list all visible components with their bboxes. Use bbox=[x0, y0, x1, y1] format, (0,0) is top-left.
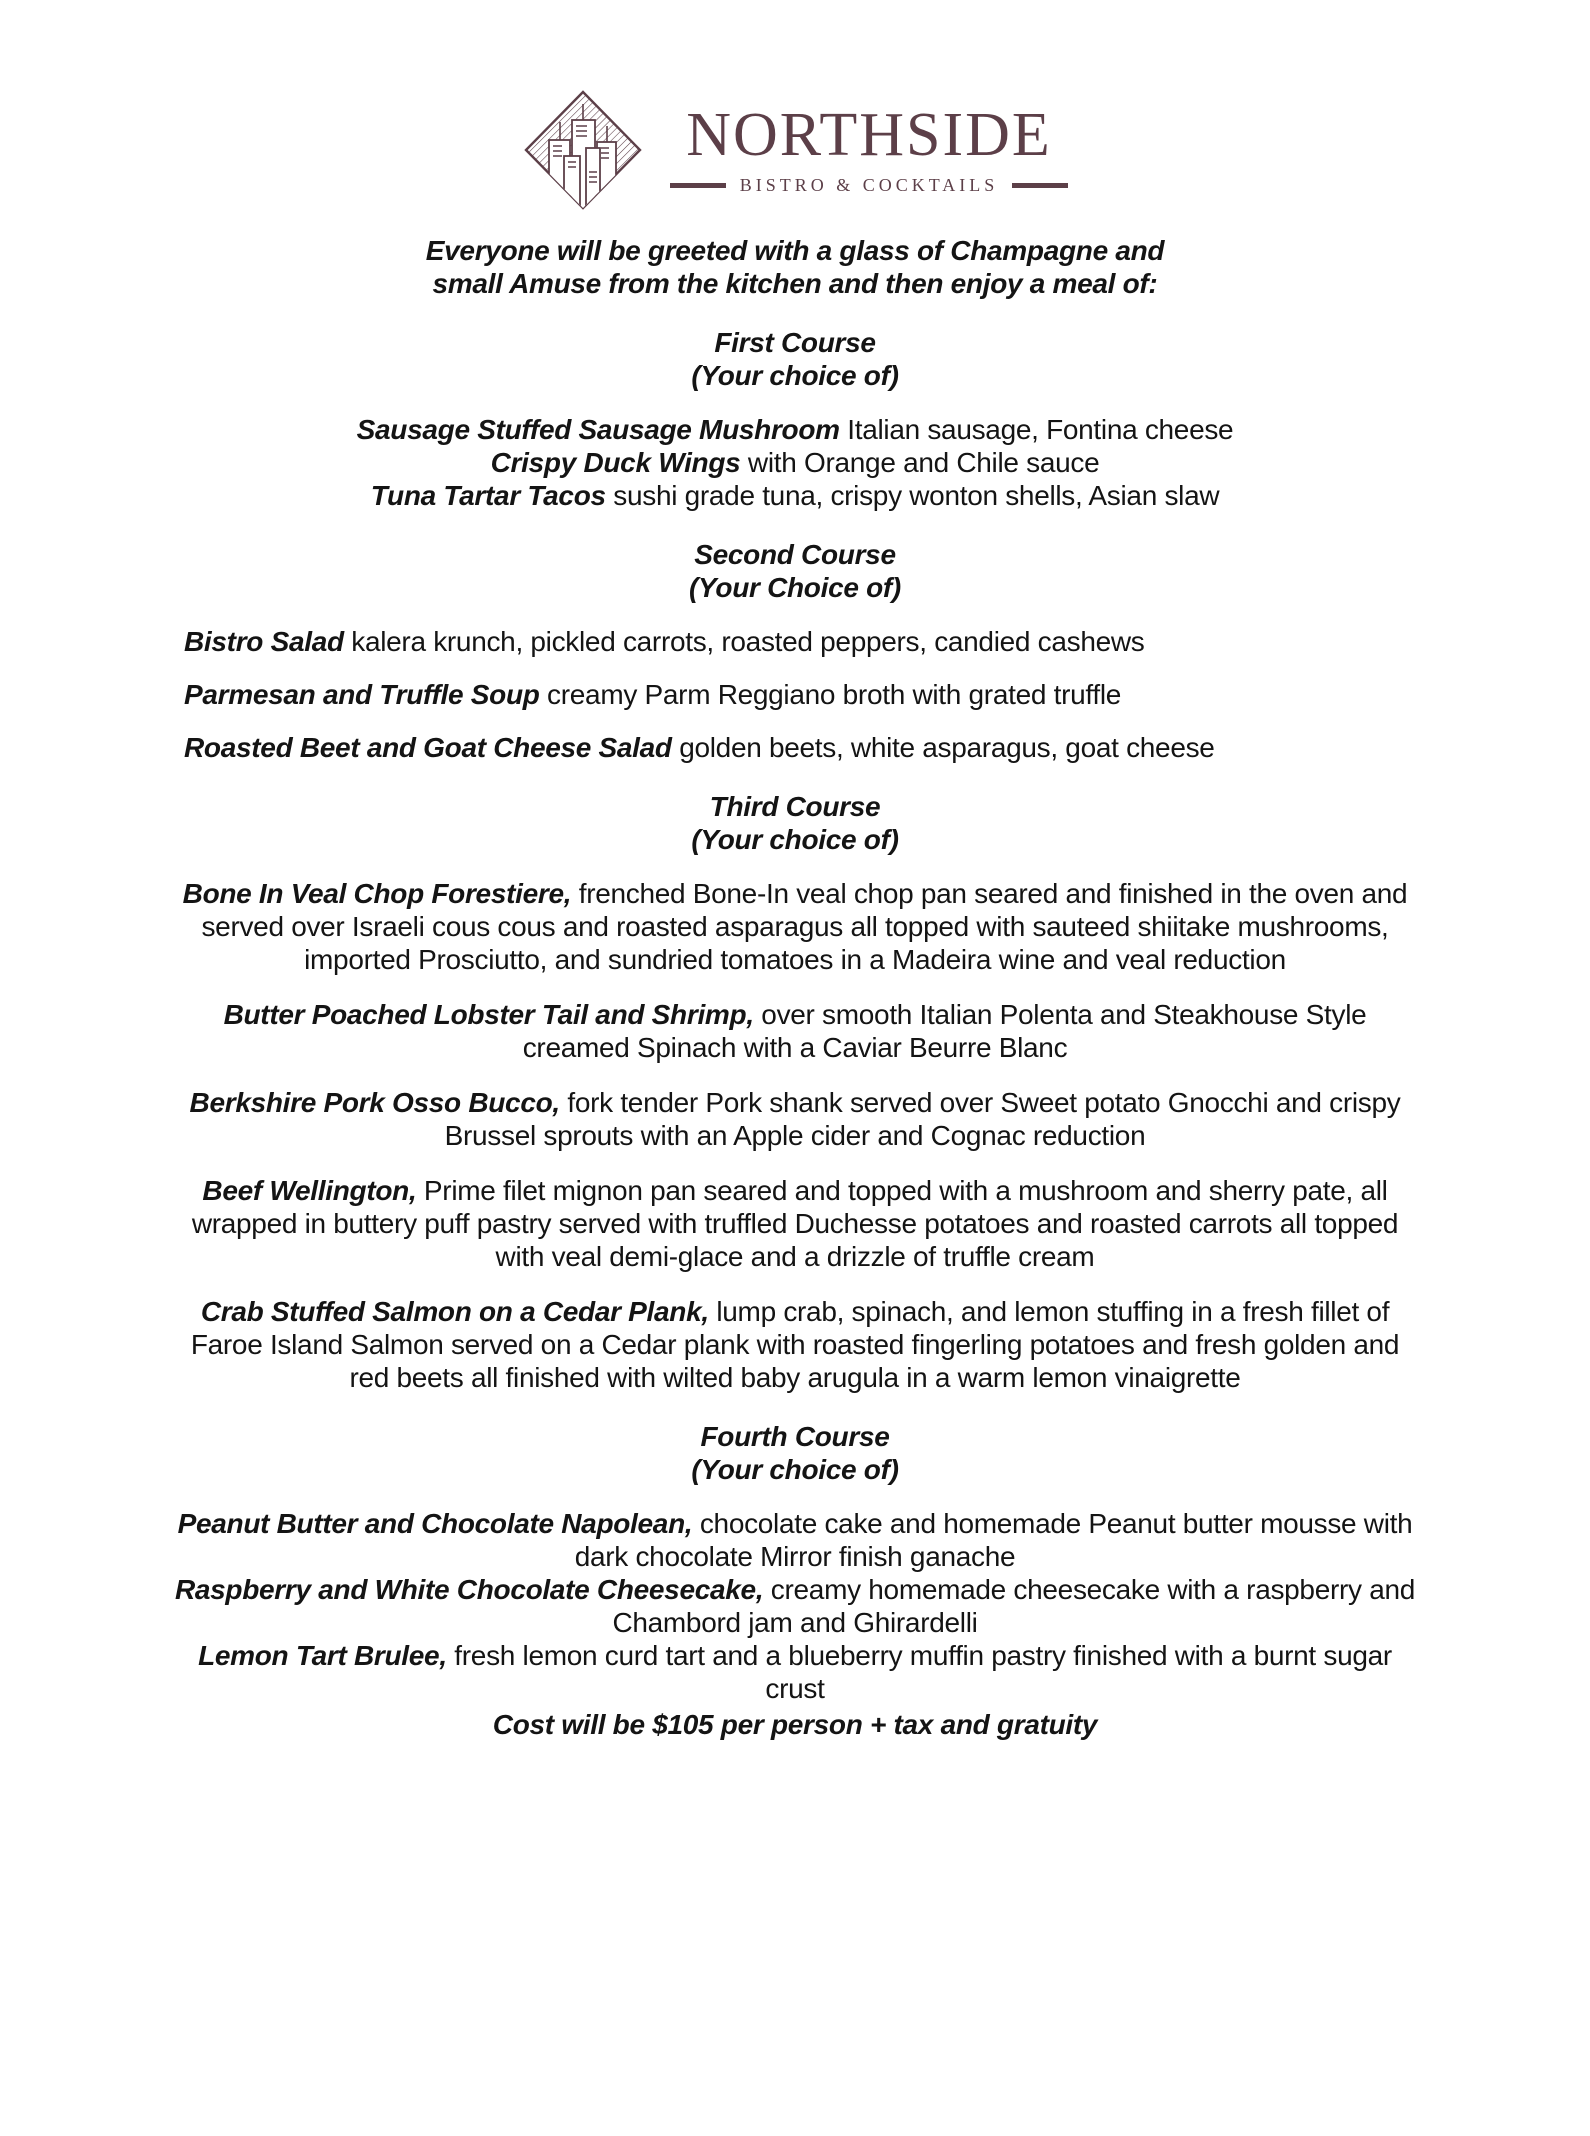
menu-item-description: chocolate cake and homemade Peanut butter mousse with dark chocolate Mirror finish ganache bbox=[574, 1508, 1413, 1572]
menu-item-name: Lemon Tart Brulee, bbox=[198, 1640, 447, 1671]
course-subtitle: (Your choice of) bbox=[691, 1454, 899, 1485]
menu-item-name: Crab Stuffed Salmon on a Cedar Plank, bbox=[200, 1296, 709, 1327]
menu-item bbox=[170, 1086, 1420, 1152]
city-skyline-logo-icon bbox=[522, 88, 644, 212]
menu-item-name: Roasted Beet and Goat Cheese Salad bbox=[184, 732, 672, 763]
menu-item bbox=[170, 413, 1420, 446]
tagline-left-rule bbox=[670, 183, 726, 188]
menu-item bbox=[170, 877, 1420, 976]
course-heading-fourth bbox=[170, 1420, 1420, 1486]
course-subtitle: (Your Choice of) bbox=[689, 572, 901, 603]
menu-item-name: Bone In Veal Chop Forestiere, bbox=[182, 878, 572, 909]
menu-item bbox=[170, 731, 1420, 764]
course-section-first bbox=[170, 326, 1420, 512]
menu-item-name: Raspberry and White Chocolate Cheesecake, bbox=[174, 1574, 764, 1605]
menu-item bbox=[170, 1639, 1420, 1705]
menu-item-description: with Orange and Chile sauce bbox=[747, 447, 1100, 478]
menu-item-description: sushi grade tuna, crispy wonton shells, Asian slaw bbox=[613, 480, 1220, 511]
menu-item-name: Peanut Butter and Chocolate Napolean, bbox=[177, 1508, 693, 1539]
menu-item-name: Tuna Tartar Tacos bbox=[370, 480, 606, 511]
restaurant-tagline: BISTRO & COCKTAILS bbox=[739, 175, 999, 195]
menu-item-description: lump crab, spinach, and lemon stuffing in a fresh fillet of Faroe Island Salmon served on a Cedar plank with roasted fingerling potatoes and fresh golden and red beets all finished with wilted baby arugula in a warm lemon vinaigrette bbox=[190, 1296, 1400, 1393]
course-section-third bbox=[170, 790, 1420, 1394]
menu-item bbox=[170, 678, 1420, 711]
menu-item bbox=[170, 1573, 1420, 1639]
intro-line-2: small Amuse from the kitchen and then enjoy a meal of: bbox=[432, 268, 1158, 299]
menu-item bbox=[170, 998, 1420, 1064]
menu-item-name: Beef Wellington, bbox=[202, 1175, 417, 1206]
course-section-fourth bbox=[170, 1420, 1420, 1705]
course-heading-first bbox=[170, 326, 1420, 392]
course-subtitle: (Your choice of) bbox=[691, 360, 899, 391]
menu-item bbox=[170, 1174, 1420, 1273]
menu-item-description: creamy homemade cheesecake with a raspberry and Chambord jam and Ghirardelli bbox=[612, 1574, 1416, 1638]
menu-item-name: Berkshire Pork Osso Bucco, bbox=[189, 1087, 560, 1118]
menu-item-description: frenched Bone-In veal chop pan seared and finished in the oven and served over Israeli cous cous and roasted asparagus all topped with sauteed shiitake mushrooms, imported Prosciutto, and sundried tomatoes in a Madeira wine and veal reduction bbox=[201, 878, 1408, 975]
intro-text bbox=[170, 234, 1420, 300]
menu-item-name: Crispy Duck Wings bbox=[490, 447, 741, 478]
menu-item-description: Italian sausage, Fontina cheese bbox=[847, 414, 1234, 445]
menu-item bbox=[170, 625, 1420, 658]
course-items-first bbox=[170, 413, 1420, 512]
menu-item-description: fresh lemon curd tart and a blueberry muffin pastry finished with a burnt sugar crust bbox=[454, 1640, 1392, 1704]
menu-item-description: kalera krunch, pickled carrots, roasted peppers, candied cashews bbox=[351, 626, 1145, 657]
course-heading-third bbox=[170, 790, 1420, 856]
menu-item-name: Butter Poached Lobster Tail and Shrimp, bbox=[223, 999, 754, 1030]
course-title: Second Course bbox=[694, 539, 896, 570]
logo-tagline-row bbox=[670, 175, 1069, 196]
menu-item bbox=[170, 446, 1420, 479]
logo-text bbox=[670, 101, 1069, 196]
course-title: First Course bbox=[714, 327, 876, 358]
logo bbox=[170, 88, 1420, 212]
menu-item-name: Sausage Stuffed Sausage Mushroom bbox=[356, 414, 840, 445]
menu-item-description: over smooth Italian Polenta and Steakhouse Style creamed Spinach with a Caviar Beurre Blanc bbox=[522, 999, 1367, 1063]
menu-item bbox=[170, 1507, 1420, 1573]
menu-item-description: Prime filet mignon pan seared and topped with a mushroom and sherry pate, all wrapped in buttery puff pastry served with truffled Duchesse potatoes and roasted carrots all topped with veal demi-glace and a drizzle of truffle cream bbox=[191, 1175, 1399, 1272]
course-title: Fourth Course bbox=[700, 1421, 890, 1452]
course-section-second bbox=[170, 538, 1420, 764]
menu-item-description: creamy Parm Reggiano broth with grated truffle bbox=[547, 679, 1122, 710]
course-items-third bbox=[170, 877, 1420, 1394]
restaurant-name: NORTHSIDE bbox=[686, 101, 1052, 169]
menu-item-name: Parmesan and Truffle Soup bbox=[184, 679, 540, 710]
tagline-right-rule bbox=[1012, 183, 1068, 188]
menu-item-name: Bistro Salad bbox=[184, 626, 344, 657]
intro-line-1: Everyone will be greeted with a glass of Champagne and bbox=[425, 235, 1165, 266]
menu-item bbox=[170, 1295, 1420, 1394]
course-subtitle: (Your choice of) bbox=[691, 824, 899, 855]
menu-item-description: fork tender Pork shank served over Sweet potato Gnocchi and crispy Brussel sprouts with an Apple cider and Cognac reduction bbox=[444, 1087, 1401, 1151]
course-title: Third Course bbox=[709, 791, 881, 822]
course-items-fourth bbox=[170, 1507, 1420, 1705]
course-items-second bbox=[170, 625, 1420, 764]
price-note: Cost will be $105 per person + tax and gratuity bbox=[492, 1709, 1098, 1740]
menu-item bbox=[170, 479, 1420, 512]
menu-item-description: golden beets, white asparagus, goat cheese bbox=[679, 732, 1215, 763]
menu-page bbox=[170, 88, 1420, 1741]
course-heading-second bbox=[170, 538, 1420, 604]
